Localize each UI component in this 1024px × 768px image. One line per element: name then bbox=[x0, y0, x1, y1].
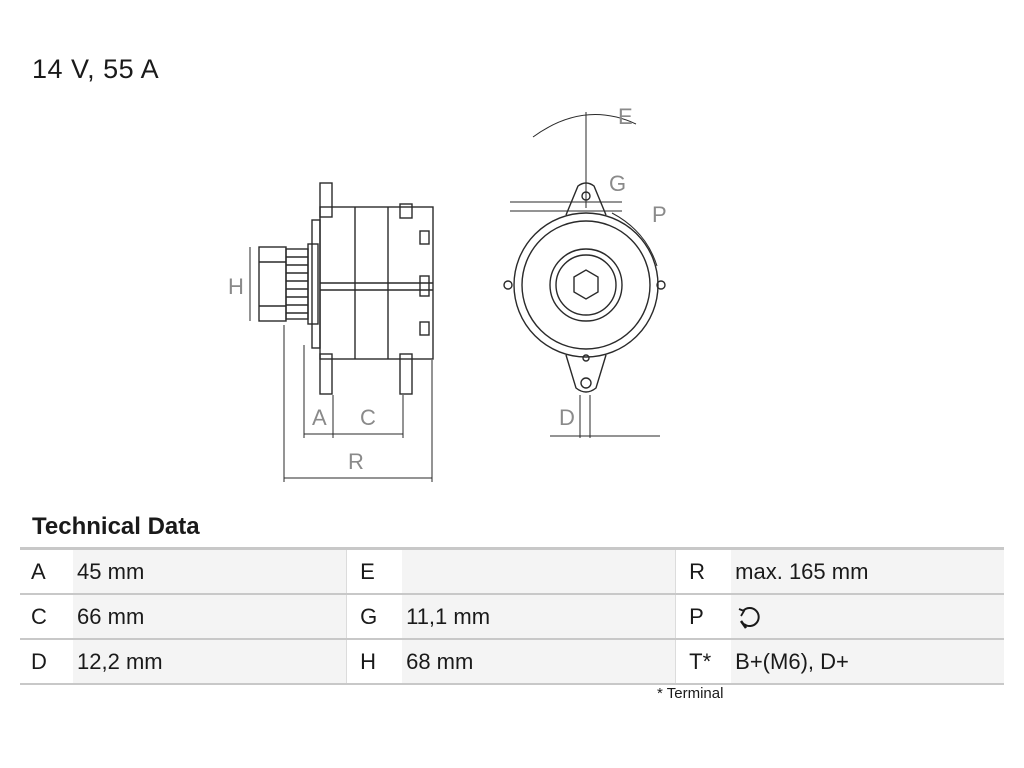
param-key: R bbox=[678, 549, 731, 595]
param-key: H bbox=[349, 639, 402, 684]
technical-data-table bbox=[20, 547, 1004, 685]
param-value: 66 mm bbox=[73, 594, 346, 639]
param-key: A bbox=[20, 549, 73, 595]
dim-label-a: A bbox=[312, 405, 327, 430]
alternator-front-view bbox=[504, 183, 665, 392]
param-value: 12,2 mm bbox=[73, 639, 346, 684]
dim-label-e: E bbox=[618, 104, 633, 129]
param-value bbox=[402, 549, 675, 595]
param-key: P bbox=[678, 594, 731, 639]
terminal-footnote: * Terminal bbox=[657, 685, 724, 702]
voltage-current-rating: 14 V, 55 A bbox=[32, 54, 160, 84]
dim-label-d: D bbox=[559, 405, 575, 430]
alternator-side-view bbox=[259, 183, 433, 394]
table-row bbox=[20, 549, 1004, 595]
technical-data-title: Technical Data bbox=[32, 513, 200, 540]
dim-label-h: H bbox=[228, 274, 244, 299]
dim-label-g: G bbox=[609, 171, 627, 196]
param-value: 45 mm bbox=[73, 549, 346, 595]
front-dimension-lines bbox=[510, 112, 660, 438]
param-value bbox=[731, 594, 1004, 639]
param-value: 11,1 mm bbox=[402, 594, 675, 639]
param-value: 68 mm bbox=[402, 639, 675, 684]
param-key: D bbox=[20, 639, 73, 684]
param-key: G bbox=[349, 594, 402, 639]
param-key: T* bbox=[678, 639, 731, 684]
param-key: E bbox=[349, 549, 402, 595]
table-row bbox=[20, 594, 1004, 639]
param-value: B+(M6), D+ bbox=[731, 639, 1004, 684]
clockwise-rotation-icon bbox=[735, 603, 765, 631]
dim-label-c: C bbox=[360, 405, 376, 430]
side-dimension-lines bbox=[250, 247, 432, 482]
table-row bbox=[20, 639, 1004, 684]
dim-label-p: P bbox=[652, 202, 667, 227]
dim-label-r: R bbox=[348, 449, 364, 474]
param-value: max. 165 mm bbox=[731, 549, 1004, 595]
param-key: C bbox=[20, 594, 73, 639]
